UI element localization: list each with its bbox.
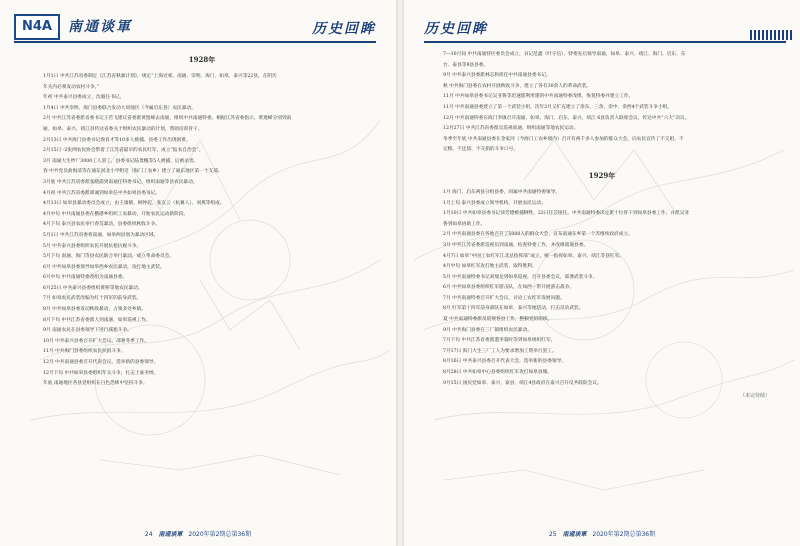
chronology-entry: 4月中旬 中共南通县委在横港乡组织工农暴动，开始农民运动新阶段。 — [43, 211, 189, 217]
chronology-entry: 1月上旬 泰兴县委成立领导机构，开展农民运动。 — [443, 200, 546, 206]
chronology-entry: 11月 中共海门县委组织农民抗捐斗争。 — [43, 349, 126, 355]
chronology-entry: 5月下旬 南通、海门等县农民联合举行暴动，成立革命委员会。 — [43, 254, 175, 260]
footer-magazine-name: 南通谈軍 — [562, 531, 587, 538]
issue-info: 2020年第2期总第36期 — [188, 531, 252, 538]
chronology-entry: 8月16日 中共泰兴县委召开代表大会，选举新的县委领导。 — [443, 359, 566, 365]
section-title: 历史回眸 — [424, 21, 488, 37]
chronology-entry: 2月13日 中共海门县委书记俞育才等10多人被捕，县委工作出现困难。 — [43, 137, 191, 143]
chronology-list-bottom — [434, 188, 770, 389]
chronology-entry: 年关内必须发动农村斗争。” — [43, 84, 100, 90]
chronology-entry: 12月27日 中共江苏省委派员巡视南通，组织南通等地农民运动。 — [443, 126, 579, 132]
chronology-entry: 7月17日 海门大生三厂工人为要求增加工资举行罢工。 — [443, 348, 557, 354]
chronology-entry: 秋 中共海门县委在农村开展秋收斗争，建立了各有30余人的革命武装。 — [443, 83, 592, 89]
chronology-entry: 10月 中共泰兴县委召开扩大会议，部署冬季工作。 — [43, 338, 149, 344]
chronology-entry: 7月 如皋农民武装改编为红十四军的前身武装。 — [43, 296, 142, 302]
chronology-entry: 1月4日 中共崇明、海门县委联合发动大同地区（今属启东县）农民暴动。 — [43, 105, 196, 111]
chronology-entry: 12月下旬 中共如皋县委组织年关斗争，打击土豪劣绅。 — [43, 370, 159, 376]
chronology-entry: 2月15日 -2张网农民协会带着了江苏省最早的农民红军，成立“报农自治会”。 — [43, 148, 204, 154]
chronology-entry: 春 中共党员俞海清等在通东河北小学附近（海门工农乡）建立了通东地区第一个支部。 — [43, 169, 223, 175]
chronology-entry: 7月 中共南通特委召开扩大会议，讨论工农红军发展问题。 — [443, 295, 565, 301]
chronology-entry: 9月 中共泰兴县委派林志和担任中共南通县委书记。 — [443, 73, 551, 79]
page-footer — [404, 529, 800, 538]
chronology-entry: 8月 中共如皋县委发动秋收暴动，占领多处乡镇。 — [43, 307, 146, 313]
header-stripes — [750, 30, 794, 40]
chronology-entry: 5月 中共南通特委书记刘瑞龙到如皋巡视，召开县委会议，部署武装斗争。 — [443, 274, 598, 280]
chronology-entry: 完粮、不还债、不交捐的斗争口号。 — [443, 147, 519, 153]
year-heading: 1928年 — [188, 55, 216, 64]
chronology-entry: 3月底 中共江苏省委派张晓浦到南通任特委书记，组织南通等县农民暴动。 — [43, 179, 198, 185]
chronology-entry: 2月 中共南通县委在各地召开了5000人的群众大会，宣布南通东乡第一个苏维埃政府成立。 — [443, 232, 633, 238]
chronology-entry: 4月下旬 泰兴县农民举行春荒暴动，县委组织秋收斗争。 — [43, 222, 160, 228]
chronology-entry: 9月 中共海门县委在三厂镇组织农民暴动。 — [443, 327, 532, 333]
magazine-name: 南通谈軍 — [68, 19, 132, 35]
article-body-right — [434, 50, 770, 520]
right-page — [404, 0, 800, 546]
chronology-entry: 1月1日 中共江苏省委制定《江苏省秋暴计划》，规定“上海近郊、南通、崇明、海门、如皋、泰兴等22县，在阴历 — [43, 74, 277, 79]
chronology-entry: 4月中旬 如皋红军攻打地主武装，取得胜利。 — [443, 264, 537, 270]
chronology-entry: 2月 中共江苏省委派省委书记王若飞建议省委派黄逸峰去南通，组织中共南通特委。根据江苏省委指示，黄逸峰分别到南 — [43, 116, 292, 122]
chronology-entry: 年底 南通地区各县党组织在白色恐怖中坚持斗争。 — [43, 381, 148, 387]
header-rule — [14, 41, 376, 43]
chronology-entry: 7—10月间 中共南通特区委员会成立，书记范鑫（叶守信），特委先后领导南通、如皋、泰兴、靖江、海门、启东、东 — [443, 52, 686, 57]
chronology-entry: 5月1日 中共江苏省委将南通、如皋两县划为暴动区域。 — [43, 232, 159, 238]
chronology-entry: 夏 中共南通特委派员巡视各县工作，整顿党的组织。 — [443, 317, 553, 323]
page-header — [0, 0, 396, 46]
chronology-entry: 9月15日 国民党如皋、泰兴、泰县、靖江4县政府在泰兴召开反共联防会议。 — [443, 380, 602, 386]
chronology-entry: 12月 中共南通县委召开代表会议，选举新的县委领导。 — [43, 360, 159, 366]
chronology-entry: 6月中旬 中共南通特委改组为南通县委。 — [43, 275, 128, 281]
chronology-entry: 3月 南通大生纱厂3000工人罢工，县委书记陆景槐等5人被捕，后被杀害。 — [43, 158, 199, 164]
chronology-entry: 8月 红军第十四军前身部队在如皋、泰兴等地活动，打击反动武装。 — [443, 306, 584, 312]
page-header — [404, 0, 800, 46]
chronology-entry: 8月下旬 中共江苏省委派人到南通、如皋巡视工作。 — [43, 317, 151, 323]
magazine-logo: N4A — [14, 14, 60, 40]
chronology-entry: 1月10日 中共如皋县委书记徐芳德被捕牺牲，22日任芸接任。中共南通特委决定派十位骨干到如皋县委工作，并派吴亚 — [443, 211, 690, 217]
chronology-entry: 5月 中共泰兴县委组织农民开展抗租抗税斗争。 — [43, 243, 142, 249]
issue-info: 2020年第2期总第36期 — [592, 531, 656, 538]
page-number: 24 — [144, 531, 153, 538]
page-footer — [0, 529, 396, 538]
chronology-entry: 6月 中共如皋县委组织红军游击队，在如西一带开展游击战争。 — [443, 285, 575, 291]
chronology-entry: 冬季至年底 中共南通县委在金家河（今海门工农乡境内）召开有两千多人参加的群众大会，向农民宣传了不交租、不 — [443, 136, 684, 142]
header-rule — [424, 41, 786, 43]
chronology-entry: 4月7日 如皋“中国工农红军江北总指挥部”成立，统一指挥如皋、泰兴、靖江等县红军。 — [443, 253, 624, 259]
chronology-entry: 6月25日 中共泰兴县委组织黄桥等地农民暴动。 — [43, 285, 143, 291]
page-number: 25 — [548, 531, 557, 538]
chronology-list-top — [434, 50, 770, 156]
chronology-entry: 3月 中共江苏省委派巡视员到南通，检查特委工作，并改组南通县委。 — [443, 242, 589, 248]
left-page — [0, 0, 396, 546]
chronology-entry: 11月 中共南通县委建立了第一个武装小组，次年2月又扩充建立了余东、三余、余中、余西4个武装斗争小组。 — [443, 104, 673, 110]
article-body-left — [34, 50, 370, 520]
footer-magazine-name: 南通谈軍 — [158, 531, 183, 538]
spine-gutter — [396, 0, 404, 546]
chronology-entry: 7月下旬 中共江苏省委派遣李超时等到如皋组织红军。 — [443, 338, 556, 344]
chronology-entry: 6月 中共如皋县委领导如皋西乡农民暴动，攻打地主武装。 — [43, 264, 165, 270]
chronology-entry: 11月 中共如皋县委书记吴亚鲁等迅速派利用建的中共南通特委改组，恢复特委并建立工作。 — [443, 94, 634, 100]
continued-note: （未完待续） — [739, 393, 770, 400]
chronology-entry: 4月13日 如皋县暴动委员会成立，由王康鹤、顾仲起、张友云（杭翼人）、刘燕等组成。 — [43, 201, 225, 207]
chronology-entry: 台、泰县等8县县委。 — [443, 62, 489, 68]
chronology-list — [34, 72, 370, 390]
year-heading: 1929年 — [588, 170, 616, 180]
chronology-entry: 9月 南通农民在县委领导下进行减租斗争。 — [43, 328, 132, 334]
section-title: 历史回眸 — [312, 21, 376, 37]
chronology-entry: 通、如皋、泰兴、靖江县传达省委关于组织农民暴动的计划，帮助培训骨干。 — [43, 126, 203, 132]
chronology-entry: 年初 中共泰兴县委成立，沈毅任书记。 — [43, 95, 125, 101]
chronology-entry: 4月初 中共江苏省委派谭诚到如皋任中共如皋县委书记。 — [43, 190, 160, 196]
chronology-entry: 1月 海门、启东两县分组县委，同属中共南通特委领导。 — [443, 189, 560, 195]
chronology-entry: 鲁到如皋协助工作。 — [443, 221, 486, 227]
chronology-entry: 12月 中共南通特委在海门李镇召开南通、如皋、海门、启东、泰兴、靖江 6县负责人联席会议，传达中共“六大”决议。 — [443, 115, 690, 121]
chronology-entry: 8月28日 中共如皋中心县委组织红军攻打如皋县城。 — [443, 370, 552, 376]
